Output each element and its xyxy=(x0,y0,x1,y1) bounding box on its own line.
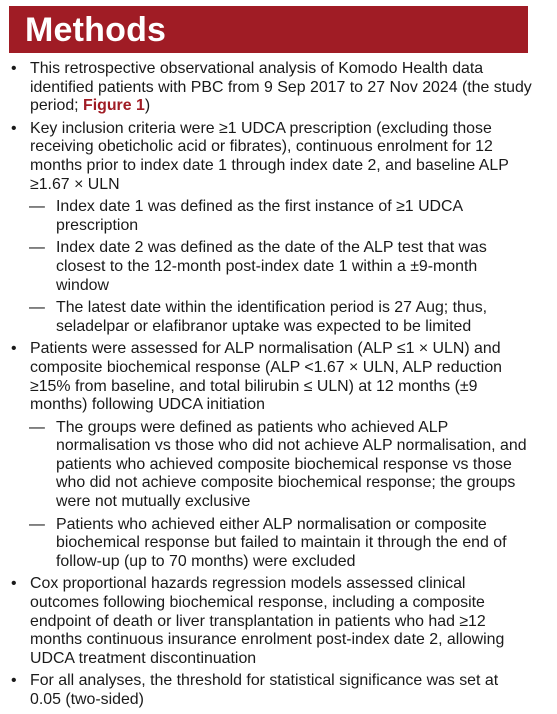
methods-content xyxy=(8,60,533,714)
section-title: Methods xyxy=(25,10,167,49)
bullet-text-post: ) xyxy=(144,97,151,115)
bullet-marker: • xyxy=(11,340,17,358)
bullet-text: For all analyses, the threshold for statistical significance was set at 0.05 (two-sided) xyxy=(30,672,499,708)
sub-text: Patients who achieved either ALP normalisation or composite biochemical response but failed to maintain it through the end of follow-up (up to 70 months) were excluded xyxy=(56,515,507,570)
figure-link[interactable]: Figure 1 xyxy=(83,97,145,115)
bullet-text: Patients were assessed for ALP normalisation (ALP ≤1 × ULN) and composite biochemical response (ALP <1.67 × ULN, ALP reduction ≥15% from baseline, and total bilirubin ≤ ULN) at 12 months (±9 months) following UDCA initiation xyxy=(30,340,502,414)
sub-text: Index date 2 was defined as the date of the ALP test that was closest to the 12-month post-index date 1 within a ±9-month window xyxy=(56,239,487,294)
bullet-text: Cox proportional hazards regression models assessed clinical outcomes following biochemical response, including a composite endpoint of death or liver transplantation in patients who had ≥12 months continuous insurance enrolment post-index date 2, allowing UDCA treatment discontinuation xyxy=(30,575,505,667)
sub-text: Index date 1 was defined as the first instance of ≥1 UDCA prescription xyxy=(56,198,463,234)
sub-text: The latest date within the identification period is 27 Aug; thus, seladelpar or elafibranor uptake was expected to be limited xyxy=(56,299,488,335)
bullet-marker: • xyxy=(11,575,17,593)
sub-marker: — xyxy=(29,418,44,436)
sub-item xyxy=(8,198,533,235)
sub-marker: — xyxy=(29,299,44,317)
sub-marker: — xyxy=(29,198,44,216)
section-header xyxy=(9,6,528,53)
bullet-item xyxy=(8,575,533,668)
bullet-item xyxy=(8,340,533,414)
bullet-text-pre: This retrospective observational analysis of Komodo Health data identified patients with PBC from 9 Sep 2017 to 27 Nov 2024 (the study period; xyxy=(30,60,532,115)
sub-item xyxy=(8,299,533,336)
bullet-item xyxy=(8,120,533,194)
bullet-item xyxy=(8,672,533,709)
sub-item xyxy=(8,516,533,572)
sub-item xyxy=(8,239,533,295)
sub-marker: — xyxy=(29,515,44,533)
bullet-marker: • xyxy=(11,60,17,77)
sub-item xyxy=(8,419,533,512)
bullet-marker: • xyxy=(11,119,17,137)
bullet-text: Key inclusion criteria were ≥1 UDCA prescription (excluding those receiving obeticholic acid or fibrates), continuous enrolment for 12 months prior to index date 1 through index date 2, and baseline ALP ≥1.67 × ULN xyxy=(30,119,509,193)
bullet-item xyxy=(8,60,533,116)
sub-text: The groups were defined as patients who achieved ALP normalisation vs those who did not achieve ALP normalisation, and patients who achieved composite biochemical response vs those who did not achieve composite biochemical response; the groups were not mutually exclusive xyxy=(56,418,527,511)
bullet-marker: • xyxy=(11,672,17,690)
sub-marker: — xyxy=(29,239,44,257)
